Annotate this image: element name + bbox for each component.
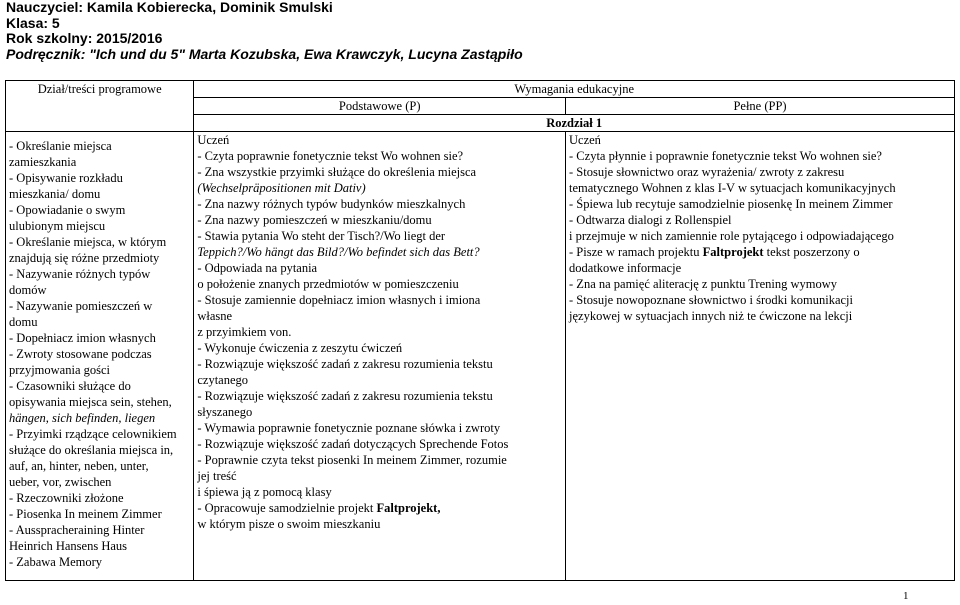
full-line: - Śpiewa lub recytuje samodzielnie piosenkę In meinem Zimmer: [569, 197, 893, 211]
basic-project-bold: Faltprojekt,: [376, 501, 441, 515]
topic-line: - Ausspracheraining Hinter: [9, 523, 145, 537]
basic-line: - Stosuje zamiennie dopełniacz imion własnych i imiona: [197, 293, 481, 307]
topic-line: - Zabawa Memory: [9, 555, 103, 569]
topic-line: - Określanie miejsca, w którym: [9, 235, 167, 249]
basic-line-project: [197, 500, 562, 516]
document-header: [6, 0, 523, 62]
full-line: dodatkowe informacje: [569, 261, 682, 275]
topic-line: zamieszkania: [9, 155, 77, 169]
topic-line: - Czasowniki służące do: [9, 379, 131, 393]
full-line: - Zna na pamięć aliterację z punktu Trening wymowy: [569, 277, 837, 291]
full-project-bold: Faltprojekt: [702, 245, 764, 259]
topics-header: Dział/treści programowe: [6, 81, 194, 132]
basic-line: w którym pisze o swoim mieszkaniu: [197, 517, 381, 531]
basic-header: Podstawowe (P): [194, 98, 566, 115]
topic-line: - Dopełniacz imion własnych: [9, 331, 156, 345]
topic-line: - Opisywanie rozkładu: [9, 171, 123, 185]
full-title: Uczeń: [569, 133, 601, 147]
topic-line: - Określanie miejsca: [9, 139, 112, 153]
topic-line: opisywania miejsca sein, stehen,: [9, 395, 172, 409]
topic-line: Heinrich Hansens Haus: [9, 539, 128, 553]
basic-line: i śpiewa ją z pomocą klasy: [197, 485, 332, 499]
basic-line: czytanego: [197, 373, 249, 387]
topic-line: hängen, sich befinden, liegen: [9, 411, 156, 425]
textbook-line: Podręcznik: "Ich und du 5" Marta Kozubska, Ewa Krawczyk, Lucyna Zastąpiło: [6, 45, 523, 62]
basic-line: - Wymawia poprawnie fonetycznie poznane słówka i zwroty: [197, 421, 501, 435]
basic-line: - Rozwiązuje większość zadań dotyczących Sprechende Fotos: [197, 437, 509, 451]
basic-line: - Zna nazwy pomieszczeń w mieszkaniu/domu: [197, 213, 432, 227]
full-line: - Odtwarza dialogi z Rollenspiel: [569, 213, 732, 227]
topic-line: - Opowiadanie o swym: [9, 203, 126, 217]
topic-line: - Zwroty stosowane podczas: [9, 347, 152, 361]
topic-line: służące do określania miejsca in,: [9, 443, 174, 457]
topic-line: domu: [9, 315, 38, 329]
topics-cell: [6, 132, 194, 581]
basic-line: - Zna nazwy różnych typów budynków mieszkalnych: [197, 197, 466, 211]
basic-line: jej treść: [197, 469, 237, 483]
full-line: - Czyta płynnie i poprawnie fonetycznie tekst Wo wohnen sie?: [569, 149, 882, 163]
topic-line: - Przyimki rządzące celownikiem: [9, 427, 177, 441]
topic-line: - Nazywanie pomieszczeń w: [9, 299, 153, 313]
basic-line: z przyimkiem von.: [197, 325, 292, 339]
topic-line: mieszkania/ domu: [9, 187, 101, 201]
topic-line: auf, an, hinter, neben, unter,: [9, 459, 149, 473]
topic-line: znajdują się różne przedmioty: [9, 251, 160, 265]
topic-line: ulubionym miejscu: [9, 219, 106, 233]
full-line: językowej w sytuacjach innych niż te ćwiczone na lekcji: [569, 309, 853, 323]
basic-line: słyszanego: [197, 405, 253, 419]
basic-line: Teppich?/Wo hängt das Bild?/Wo befindet sich das Bett?: [197, 245, 480, 259]
class-line: Klasa: 5: [6, 14, 60, 31]
basic-title: Uczeń: [197, 133, 230, 147]
basic-line: - Rozwiązuje większość zadań z zakresu rozumienia tekstu: [197, 357, 493, 371]
full-requirements-cell: [566, 132, 955, 581]
basic-line: - Wykonuje ćwiczenia z zeszytu ćwiczeń: [197, 341, 403, 355]
full-line: - Stosuje nowopoznane słownictwo i środki komunikacji: [569, 293, 854, 307]
full-line-project: [569, 244, 951, 260]
full-header: Pełne (PP): [566, 98, 955, 115]
full-project-rest: tekst poszerzony o: [763, 245, 860, 259]
basic-line: - Czyta poprawnie fonetycznie tekst Wo wohnen sie?: [197, 149, 464, 163]
chapter-header: Rozdział 1: [194, 115, 955, 132]
basic-line: (Wechselpräpositionen mit Dativ): [197, 181, 366, 195]
year-line: Rok szkolny: 2015/2016: [6, 30, 163, 46]
full-line: - Stosuje słownictwo oraz wyrażenia/ zwroty z zakresu: [569, 165, 845, 179]
topic-line: - Piosenka In meinem Zimmer: [9, 507, 162, 521]
page-number: 1: [903, 590, 909, 602]
requirements-table: [5, 80, 955, 581]
full-line: i przejmuje w nich zamiennie role pytającego i odpowiadającego: [569, 229, 894, 243]
basic-requirements-cell: [194, 132, 566, 581]
basic-line: - Odpowiada na pytania: [197, 261, 318, 275]
topic-line: - Rzeczowniki złożone: [9, 491, 124, 505]
full-line: tematycznego Wohnen z klas I-V w sytuacjach komunikacyjnych: [569, 181, 896, 195]
requirements-header: Wymagania edukacyjne: [194, 81, 955, 98]
teacher-line: Nauczyciel: Kamila Kobierecka, Dominik Smulski: [6, 0, 333, 15]
topic-line: domów: [9, 283, 47, 297]
basic-line: - Rozwiązuje większość zadań z zakresu rozumienia tekstu: [197, 389, 493, 403]
basic-line: - Zna wszystkie przyimki służące do określenia miejsca: [197, 165, 477, 179]
topic-line: przyjmowania gości: [9, 363, 111, 377]
basic-line: o położenie znanych przedmiotów w pomieszczeniu: [197, 277, 459, 291]
topic-line: ueber, vor, zwischen: [9, 475, 112, 489]
basic-line: - Stawia pytania Wo steht der Tisch?/Wo liegt der: [197, 229, 446, 243]
topic-line: - Nazywanie różnych typów: [9, 267, 151, 281]
full-project-text: - Pisze w ramach projektu: [569, 245, 703, 259]
basic-line: własne: [197, 309, 233, 323]
basic-line: - Poprawnie czyta tekst piosenki In meinem Zimmer, rozumie: [197, 453, 507, 467]
basic-project-text: - Opracowuje samodzielnie projekt: [197, 501, 377, 515]
